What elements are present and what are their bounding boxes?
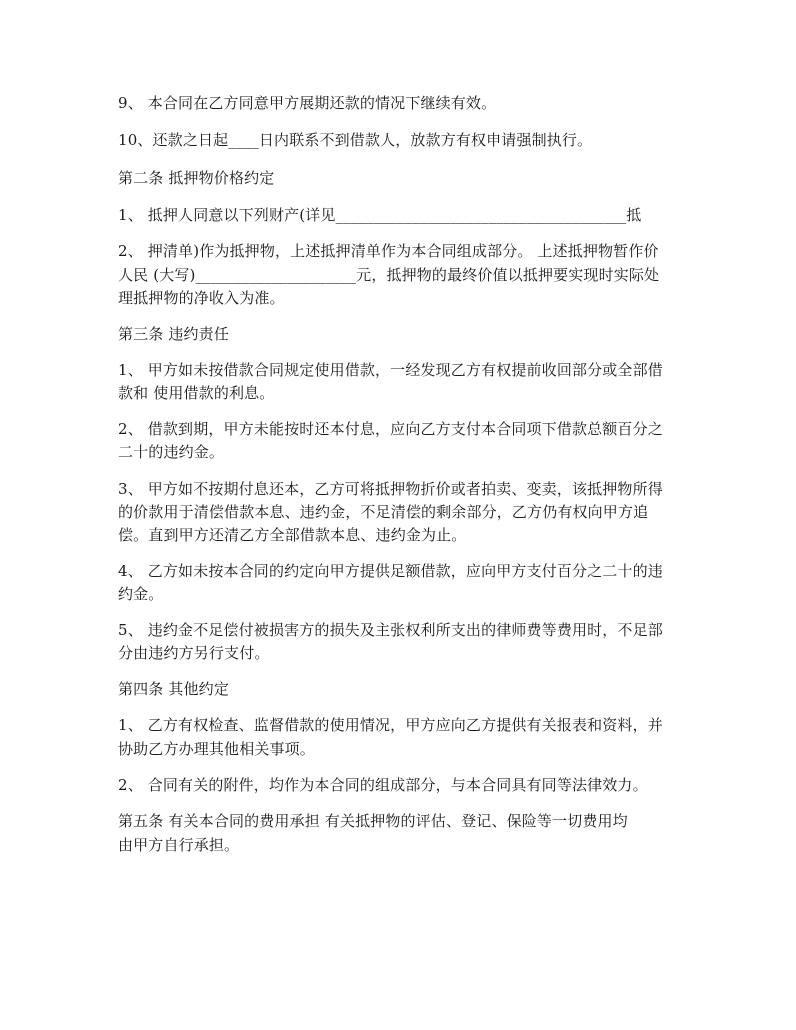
article-3-item-2-line-1: 2、 借款到期，甲方未能按时还本付息，应向乙方支付本合同项下借款总额百分之 bbox=[118, 420, 663, 438]
article-3-item-5-line-1: 5、 违约金不足偿付被损害方的损失及主张权利所支出的律师费等费用时，不足部 bbox=[118, 621, 663, 639]
article-5-line-1: 第五条 有关本合同的费用承担 有关抵押物的评估、登记、保险等一切费用均 bbox=[118, 812, 628, 830]
article-3-item-4-line-2: 约金。 bbox=[118, 585, 164, 603]
clause-9-line: 9、 本合同在乙方同意甲方展期还款的情况下继续有效。 bbox=[118, 94, 497, 112]
article-2-item-2-line-2: 人民 (大写)_____________________元，抵押物的最终价值以抵押要实现时实际处 bbox=[118, 266, 660, 284]
article-2-item-2-line-3: 理抵押物的净收入为准。 bbox=[118, 289, 285, 307]
article-4-item-1-line-2: 协助乙方办理其他相关事项。 bbox=[118, 740, 315, 758]
article-4-heading: 第四条 其他约定 bbox=[118, 680, 229, 698]
article-3-item-1-line-1: 1、 甲方如未按借款合同规定使用借款，一经发现乙方有权提前收回部分或全部借 bbox=[118, 361, 663, 379]
article-2-item-1-line: 1、 抵押人同意以下列财产(详见______________________________________抵 bbox=[118, 206, 642, 224]
article-3-heading: 第三条 违约责任 bbox=[118, 325, 229, 343]
article-4-item-1-line-1: 1、 乙方有权检查、监督借款的使用情况，甲方应向乙方提供有关报表和资料，并 bbox=[118, 716, 663, 734]
article-5-line-2: 由甲方自行承担。 bbox=[118, 836, 240, 854]
article-3-item-1-line-2: 款和 使用借款的利息。 bbox=[118, 384, 275, 402]
article-3-item-3-line-3: 偿。直到甲方还清乙方全部借款本息、违约金为止。 bbox=[118, 526, 467, 544]
article-3-item-3-line-2: 的价款用于清偿借款本息、违约金，不足清偿的剩余部分，乙方仍有权向甲方追 bbox=[118, 503, 649, 521]
clause-10-line: 10、还款之日起____日内联系不到借款人，放款方有权申请强制执行。 bbox=[118, 131, 593, 149]
article-3-item-2-line-2: 二十的违约金。 bbox=[118, 443, 225, 461]
article-3-item-4-line-1: 4、 乙方如未按本合同的约定向甲方提供足额借款，应向甲方支付百分之二十的违 bbox=[118, 562, 663, 580]
article-4-item-2-line: 2、 合同有关的附件，均作为本合同的组成部分，与本合同具有同等法律效力。 bbox=[118, 776, 648, 794]
article-2-item-2-line-1: 2、 押清单)作为抵押物，上述抵押清单作为本合同组成部分。 上述抵押物暂作价 bbox=[118, 242, 659, 260]
article-3-item-5-line-2: 分由违约方另行支付。 bbox=[118, 644, 270, 662]
article-3-item-3-line-1: 3、 甲方如不按期付息还本，乙方可将抵押物折价或者拍卖、变卖，该抵押物所得 bbox=[118, 480, 663, 498]
article-2-heading: 第二条 抵押物价格约定 bbox=[118, 169, 275, 187]
